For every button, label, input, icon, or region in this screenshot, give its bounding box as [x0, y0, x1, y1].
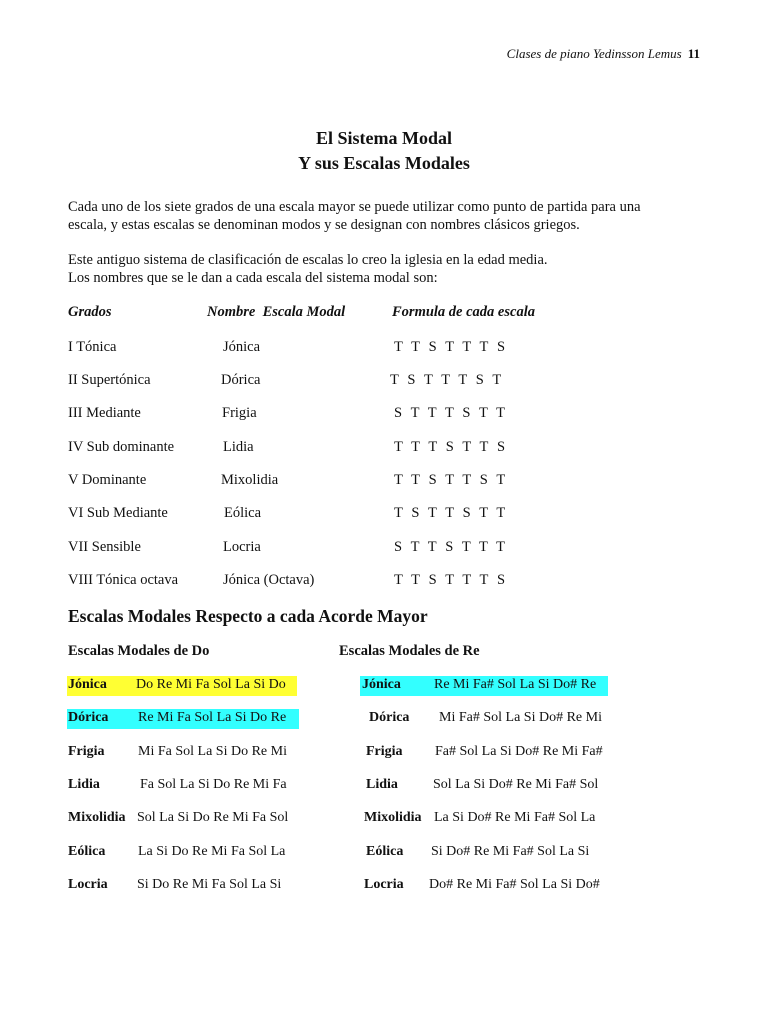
section-title: Escalas Modales Respecto a cada Acorde Mayor [68, 606, 428, 626]
re-row-3-notes: Fa# Sol La Si Do# Re Mi Fa# [435, 744, 603, 759]
do-row-5-notes: Sol La Si Do Re Mi Fa Sol [137, 810, 289, 825]
re-row-2-notes: Mi Fa# Sol La Si Do# Re Mi [439, 710, 602, 725]
intro-p2-line1: Este antiguo sistema de clasificación de escalas lo creo la iglesia en la edad media. [68, 252, 548, 268]
re-row-5-notes: La Si Do# Re Mi Fa# Sol La [434, 810, 596, 825]
do-row-3-mode: Frigia [68, 744, 105, 759]
header-degree: Grados [68, 304, 112, 320]
mode-row-5-formula: T T S T T S T [394, 472, 508, 488]
mode-row-1-name: Jónica [223, 339, 261, 355]
title-line-2: Y sus Escalas Modales [298, 153, 470, 173]
mode-row-8-formula: T T S T T T S [394, 572, 508, 588]
mode-row-2-formula: T S T T T S T [390, 372, 504, 388]
mode-row-3-name: Frigia [222, 405, 257, 421]
do-row-4-mode: Lidia [68, 777, 100, 792]
mode-row-6-degree: VI Sub Mediante [68, 505, 168, 521]
re-row-6-notes: Si Do# Re Mi Fa# Sol La Si [431, 844, 590, 859]
header-source: Clases de piano Yedinsson Lemus [506, 46, 682, 61]
mode-row-3-degree: III Mediante [68, 405, 141, 421]
re-row-7-mode: Locria [364, 877, 404, 892]
mode-row-2-degree: II Supertónica [68, 372, 151, 388]
re-row-4-notes: Sol La Si Do# Re Mi Fa# Sol [433, 777, 599, 792]
re-row-1-mode: Jónica [362, 677, 401, 692]
do-row-5-mode: Mixolidia [68, 810, 126, 825]
mode-row-6-name: Eólica [224, 505, 262, 521]
intro-p1-line1: Cada uno de los siete grados de una escala mayor se puede utilizar como punto de partida para una [68, 199, 641, 215]
do-row-1-mode: Jónica [68, 677, 107, 692]
do-row-1-notes: Do Re Mi Fa Sol La Si Do [136, 677, 286, 692]
mode-row-4-formula: T T T S T T S [394, 439, 508, 455]
mode-row-4-name: Lidia [223, 439, 254, 455]
mode-row-5-degree: V Dominante [68, 472, 147, 488]
page-number: 11 [687, 46, 700, 61]
mode-row-1-formula: T T S T T T S [394, 339, 508, 355]
re-row-6-mode: Eólica [366, 844, 404, 859]
mode-row-5-name: Mixolidia [221, 472, 279, 488]
running-header [507, 46, 700, 62]
do-row-6-mode: Eólica [68, 844, 106, 859]
mode-row-4-degree: IV Sub dominante [68, 439, 175, 455]
re-scales-heading: Escalas Modales de Re [339, 643, 480, 659]
mode-row-7-name: Locria [223, 539, 261, 555]
re-row-1-notes: Re Mi Fa# Sol La Si Do# Re [434, 677, 597, 692]
do-row-6-notes: La Si Do Re Mi Fa Sol La [138, 844, 286, 859]
mode-row-8-degree: VIII Tónica octava [68, 572, 179, 588]
mode-row-8-name: Jónica (Octava) [223, 572, 315, 588]
re-row-5-mode: Mixolidia [364, 810, 422, 825]
re-row-3-mode: Frigia [366, 744, 403, 759]
mode-row-7-formula: S T T S T T T [394, 539, 508, 555]
mode-row-3-formula: S T T T S T T [394, 405, 508, 421]
mode-row-1-degree: I Tónica [68, 339, 117, 355]
mode-row-7-degree: VII Sensible [68, 539, 141, 555]
mode-row-6-formula: T S T T S T T [394, 505, 508, 521]
do-row-4-notes: Fa Sol La Si Do Re Mi Fa [140, 777, 287, 792]
do-row-7-mode: Locria [68, 877, 108, 892]
title-line-1: El Sistema Modal [315, 128, 452, 148]
do-row-2-notes: Re Mi Fa Sol La Si Do Re [138, 710, 287, 725]
intro-p2-line2: Los nombres que se le dan a cada escala del sistema modal son: [68, 270, 438, 286]
intro-p1-line2: escala, y estas escalas se denominan modos y se designan con nombres clásicos griegos. [68, 217, 580, 233]
re-row-7-notes: Do# Re Mi Fa# Sol La Si Do# [429, 877, 600, 892]
re-row-2-mode: Dórica [369, 710, 410, 725]
header-mode-name: Nombre Escala Modal [207, 304, 346, 320]
re-row-4-mode: Lidia [366, 777, 398, 792]
mode-row-2-name: Dórica [221, 372, 261, 388]
do-row-3-notes: Mi Fa Sol La Si Do Re Mi [138, 744, 287, 759]
do-scales-heading: Escalas Modales de Do [68, 643, 210, 659]
do-row-2-mode: Dórica [68, 710, 109, 725]
do-row-7-notes: Si Do Re Mi Fa Sol La Si [137, 877, 282, 892]
header-formula: Formula de cada escala [392, 304, 535, 320]
